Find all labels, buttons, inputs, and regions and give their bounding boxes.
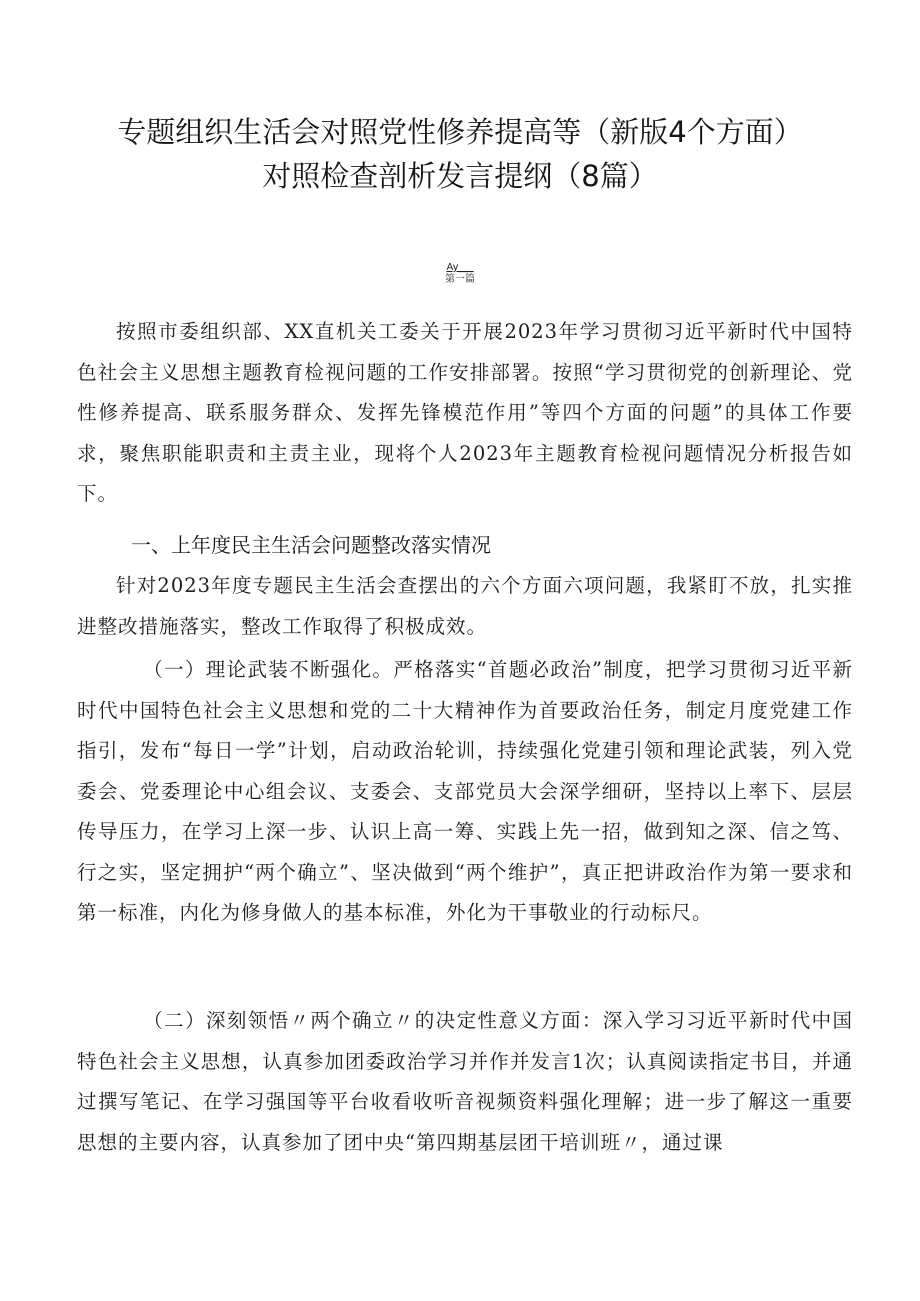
- body-paragraph-3: （一）理论武装不断强化。严格落实“首题必政治”制度，把学习贯彻习近平新时代中国特色社会主义思想和党的二十大精神作为首要政治任务，制定月度党建工作指引，发布“每日一学”计划，启动政治轮训，持续强化党建引领和理论武装，列入党委会、党委理论中心组会议、支委会、支部党员大会深学细研，坚持以上率下、层层传导压力，在学习上深一步、认识上高一筹、实践上先一招，做到知之深、信之笃、行之实，坚定拥护“两个确立”、坚决做到“两个维护”，真正把讲政治作为第一要求和第一标准，内化为修身做人的基本标准，外化为干事敬业的行动标尺。: [77, 658, 853, 924]
- document-title-line-2: 对照检查剖析发言提纲（8篇）: [262, 159, 658, 193]
- document-title-line-1: 专题组织生活会对照党性修养提高等（新版4个方面）: [117, 115, 803, 149]
- section-mark-scribble: Ay___: [446, 262, 474, 273]
- body-paragraph-4: （二）深刻领悟〃两个确立〃的决定性意义方面：深入学习习近平新时代中国特色社会主义思想，认真参加团委政治学习并作并发言1次；认真阅读指定书目，并通过撰写笔记、在学习强国等平台收看收听音视频资料强化理解；进一步了解这一重要思想的主要内容，认真参加了团中央“第四期基层团干培训班〃，通过课: [77, 1009, 853, 1154]
- body-paragraph-2: 针对2023年度专题民主生活会查摆出的六个方面六项问题，我紧盯不放，扎实推进整改措施落实，整改工作取得了积极成效。: [77, 574, 853, 638]
- section-heading-1: 一、上年度民主生活会问题整改落实情况: [131, 533, 491, 557]
- section-label: 第一篇: [445, 274, 475, 285]
- intro-paragraph: 按照市委组织部、XX直机关工委关于开展2023年学习贯彻习近平新时代中国特色社会主义思想主题教育检视问题的工作安排部署。按照“学习贯彻党的创新理论、党性修养提高、联系服务群众、发挥先锋模范作用”等四个方面的问题”的具体工作要求，聚焦职能职责和主责主业，现将个人2023年主题教育检视问题情况分析报告如下。: [77, 320, 853, 505]
- section-mark: [430, 262, 490, 286]
